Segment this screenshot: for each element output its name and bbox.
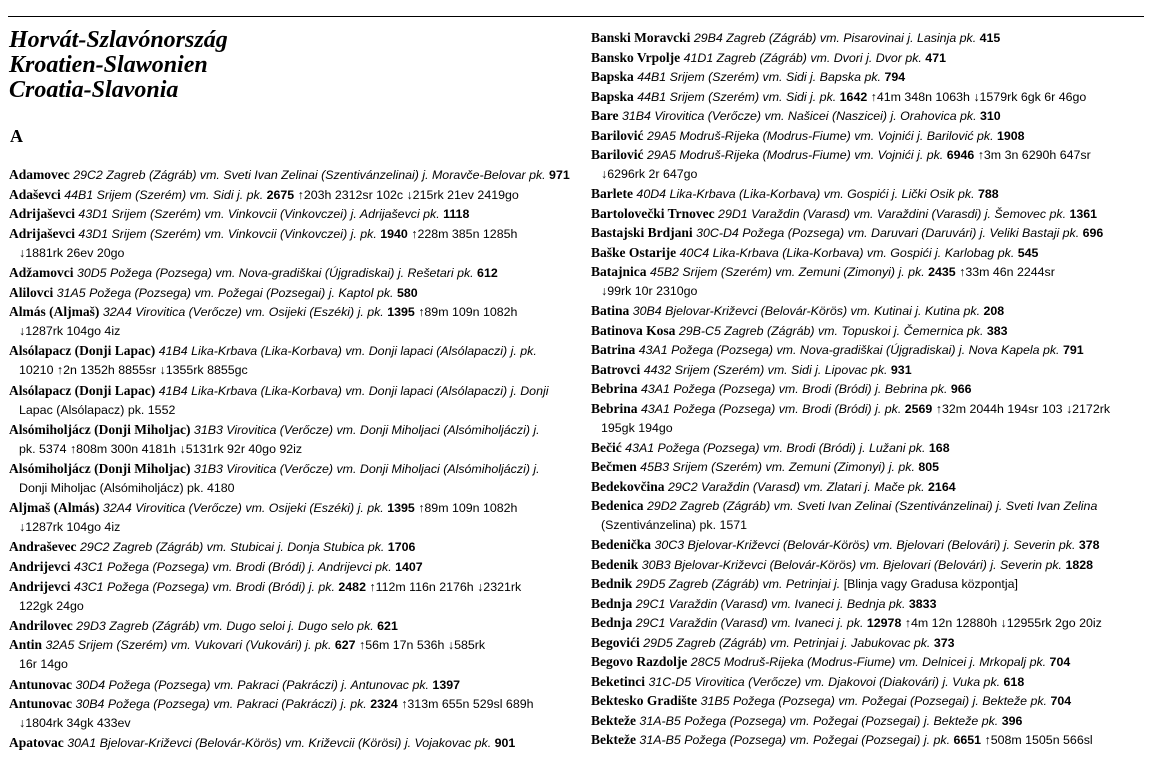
entry-location: 41B4 Lika-Krbava (Lika-Korbava) vm. Donji lapaci (Alsólapaczi) j. pk.: [155, 344, 537, 359]
entry-location: 43D1 Srijem (Szerém) vm. Vinkovcii (Vinkovczei) j. Adrijaševci pk.: [74, 207, 444, 222]
entry-population: 1828: [1065, 557, 1094, 572]
entry-name: Andrijevci: [9, 578, 71, 594]
gazetteer-entry: [9, 420, 540, 459]
entry-name: Bekteže: [591, 712, 636, 728]
entry-location: 31C-D5 Virovitica (Verőcze) vm. Djakovoi (Diakovári) j. Vuka pk.: [645, 674, 1004, 689]
entry-population: 1908: [996, 128, 1025, 143]
gazetteer-entry: [591, 145, 1091, 184]
entry-population: 931: [890, 362, 912, 377]
entry-name: Batrina: [591, 342, 636, 357]
entry-continuation: 16r 14go: [19, 657, 68, 672]
entry-location: 31B3 Virovitica (Verőcze) vm. Donji Miholjaci (Alsómiholjáczi) j.: [190, 462, 540, 476]
entry-population: 6946: [946, 148, 975, 162]
gazetteer-entry: [591, 711, 1022, 731]
entry-name: Bektesko Gradište: [591, 693, 698, 708]
gazetteer-entry: [9, 616, 398, 636]
entry-location: 29D5 Zagreb (Zágráb) vm. Petrinjai j.: [632, 577, 844, 591]
entry-location: 29A5 Modruš-Rijeka (Modrus-Fiume) vm. Vojnići j. Barilović pk.: [643, 128, 997, 143]
entry-name: Batajnica: [591, 264, 647, 279]
entry-name: Alsómiholjácz (Donji Miholjac): [9, 461, 191, 476]
entry-name: Antunovac: [9, 676, 73, 692]
gazetteer-entry: [591, 652, 1070, 672]
entry-location: 41B4 Lika-Krbava (Lika-Korbava) vm. Donji lapaci (Alsólapaczi) j. Donji: [155, 383, 549, 398]
entry-statistics: [Blinja vagy Gradusa központja]: [843, 577, 1018, 591]
entry-name: Bare: [591, 108, 619, 123]
gazetteer-entry: [591, 184, 999, 204]
entry-population: 1395: [387, 501, 415, 516]
entry-population: 2675: [266, 187, 295, 202]
entry-name: Andraševec: [9, 539, 77, 555]
entry-name: Adrijaševci: [9, 206, 75, 222]
gazetteer-entry: [591, 613, 1102, 633]
gazetteer-entry: [591, 379, 972, 399]
entry-location: 32A4 Virovitica (Verőcze) vm. Osijeki (Eszéki) j. pk.: [99, 305, 388, 320]
entry-statistics: ↑56m 17n 536h ↓585rk: [355, 638, 486, 653]
entry-name: Banski Moravcki: [591, 30, 691, 45]
gazetteer-entry: [591, 243, 1038, 263]
entry-location: 29B-C5 Zagreb (Zágráb) vm. Topuskoi j. Čemernica pk.: [675, 323, 987, 338]
entry-population: 791: [1062, 343, 1084, 357]
entry-location: 31B3 Virovitica (Verőcze) vm. Donji Miholjaci (Alsómiholjáczi) j.: [190, 422, 540, 437]
gazetteer-entry: [591, 301, 1004, 321]
gazetteer-entry: [591, 633, 955, 653]
entry-name: Almás (Aljmaš): [9, 304, 100, 320]
entry-population: 1118: [443, 207, 470, 222]
entry-location: 43A1 Požega (Pozsega) vm. Brodi (Bródi) j. Lužani pk.: [621, 440, 929, 455]
entry-name: Alsólapacz (Donji Lapac): [9, 382, 156, 398]
entry-statistics: ↑203h 2312sr 102c ↓215rk 21ev 2419go: [294, 187, 519, 202]
gazetteer-entry: [9, 557, 423, 577]
entry-population: 2569: [904, 401, 933, 416]
entry-continuation: ↓1881rk 26ev 20go: [19, 245, 125, 260]
gazetteer-entry: [591, 360, 912, 380]
entry-location: 43A1 Požega (Pozsega) vm. Brodi (Bródi) j. pk.: [637, 401, 905, 416]
entry-location: 44B1 Srijem (Szerém) vm. Sidi j. pk.: [60, 187, 267, 202]
entry-population: 415: [979, 31, 1001, 45]
gazetteer-entry: [9, 577, 521, 616]
entry-population: 1706: [387, 540, 416, 555]
entry-name: Barilović: [591, 127, 644, 143]
gazetteer-entry: [591, 48, 946, 68]
entry-location: 29C1 Varaždin (Varasd) vm. Ivaneci j. pk.: [632, 616, 867, 630]
entry-name: Bapska: [591, 88, 634, 104]
entry-population: 901: [494, 736, 516, 751]
section-letter: A: [10, 126, 23, 146]
entry-name: Aljmaš (Almás): [9, 500, 100, 516]
gazetteer-entry: [591, 28, 1000, 48]
entry-statistics: ↑41m 348n 1063h ↓1579rk 6gk 6r 46go: [867, 89, 1087, 104]
entry-location: 45B3 Srijem (Szerém) vm. Zemuni (Zimonyi) j. pk.: [636, 460, 919, 474]
entry-population: 704: [1050, 694, 1072, 708]
entry-name: Andrilovec: [9, 617, 73, 633]
entry-name: Bedenička: [591, 537, 652, 552]
entry-population: 3833: [908, 596, 937, 611]
entry-statistics: ↑3m 3n 6290h 647sr: [974, 148, 1091, 162]
entry-statistics: ↑89m 109n 1082h: [414, 305, 518, 320]
entry-name: Bansko Vrpolje: [591, 49, 681, 65]
entry-name: Bedekovčina: [591, 478, 665, 494]
gazetteer-entry: [9, 459, 540, 498]
entry-location: 29C2 Zagreb (Zágráb) vm. Stubicai j. Donja Stubica pk.: [76, 540, 388, 555]
entry-name: Bebrina: [591, 400, 638, 416]
entry-statistics: ↑508m 1505n 566sl: [981, 733, 1093, 747]
entry-location: 31B4 Virovitica (Verőcze) vm. Našicei (Naszicei) j. Orahovica pk.: [618, 109, 981, 123]
entry-location: 31B5 Požega (Pozsega) vm. Požegai (Pozsegai) j. Bekteže pk.: [697, 694, 1051, 708]
gazetteer-entry: [591, 223, 1103, 243]
gazetteer-entry: [9, 694, 534, 733]
entry-statistics: ↑4m 12n 12880h ↓12955rk 2go 20iz: [901, 616, 1102, 630]
entry-population: 396: [1001, 713, 1023, 728]
entry-name: Bastajski Brdjani: [591, 225, 693, 240]
entry-statistics: ↑33m 46n 2244sr: [955, 265, 1055, 279]
entry-name: Bekteže: [591, 732, 636, 747]
entry-location: 4432 Srijem (Szerém) vm. Sidi j. Lipovac pk.: [640, 362, 891, 377]
entry-name: Begovići: [591, 634, 640, 650]
gazetteer-entry: [591, 87, 1086, 107]
entry-population: 2435: [928, 265, 956, 279]
entry-location: 29D2 Zagreb (Zágráb) vm. Sveti Ivan Zelinai (Szentivánzelinai) j. Sveti Ivan Zelina: [643, 499, 1098, 513]
entry-name: Bedenica: [591, 498, 644, 513]
entry-name: Batinova Kosa: [591, 322, 676, 338]
entry-name: Apatovac: [9, 735, 64, 751]
entry-location: 43A1 Požega (Pozsega) vm. Brodi (Bródi) j. Bebrina pk.: [637, 382, 951, 396]
entry-population: 545: [1017, 245, 1039, 260]
entry-continuation: 195gk 194go: [601, 420, 673, 435]
entry-population: 1395: [387, 305, 415, 320]
entry-name: Baške Ostarije: [591, 244, 677, 260]
entry-location: 32A4 Virovitica (Verőcze) vm. Osijeki (Eszéki) j. pk.: [99, 501, 388, 516]
entry-continuation: Lapac (Alsólapacz) pk. 1552: [19, 402, 176, 417]
gazetteer-entry: [9, 498, 517, 537]
entry-location: 32A5 Srijem (Szerém) vm. Vukovari (Vukovári) j. pk.: [42, 638, 335, 653]
gazetteer-entry: [591, 126, 1025, 146]
entry-population: 168: [928, 440, 950, 455]
entry-population: 704: [1049, 655, 1071, 669]
entry-continuation: ↓6296rk 2r 647go: [601, 167, 698, 181]
entry-statistics: ↑228m 385n 1285h: [407, 226, 518, 241]
entry-name: Bapska: [591, 69, 634, 84]
gazetteer-entry: [591, 399, 1110, 438]
gazetteer-entry: [591, 106, 1001, 126]
gazetteer-entry: [9, 733, 515, 753]
gazetteer-entry: [591, 262, 1055, 301]
entry-location: 28C5 Modruš-Rijeka (Modrus-Fiume) vm. Delnicei j. Mrkopalj pk.: [687, 655, 1050, 669]
gazetteer-entry: [9, 675, 460, 695]
entry-name: Bedenik: [591, 556, 639, 572]
gazetteer-entry: [9, 224, 517, 263]
entry-location: 29C2 Varaždin (Varasd) vm. Zlatari j. Mače pk.: [664, 479, 929, 494]
entry-name: Adrijaševci: [9, 225, 75, 241]
entry-location: 43D1 Srijem (Szerém) vm. Vinkovcii (Vinkovczei) j. pk.: [74, 226, 381, 241]
entry-statistics: ↑112m 116n 2176h ↓2321rk: [365, 579, 522, 594]
entry-location: 30C3 Bjelovar-Križevci (Belovár-Körös) vm. Bjelovari (Belovári) j. Severin pk.: [651, 538, 1079, 552]
entry-location: 29A5 Modruš-Rijeka (Modrus-Fiume) vm. Vojnići j. pk.: [643, 148, 947, 162]
top-rule: [8, 16, 1144, 17]
entry-continuation: Donji Miholjac (Alsómiholjácz) pk. 4180: [19, 481, 235, 495]
entry-location: 29D3 Zagreb (Zágráb) vm. Dugo seloi j. Dugo selo pk.: [72, 618, 378, 633]
entry-location: 29C2 Zagreb (Zágráb) vm. Sveti Ivan Zelinai (Szentivánzelinai) j. Moravče-Belovar pk.: [69, 168, 550, 182]
entry-name: Bednik: [591, 576, 633, 591]
entry-continuation: ↓1804rk 34gk 433ev: [19, 716, 131, 731]
entry-name: Beketinci: [591, 673, 645, 689]
entry-location: 43C1 Požega (Pozsega) vm. Brodi (Bródi) j. Andrijevci pk.: [70, 560, 396, 574]
entry-location: 40C4 Lika-Krbava (Lika-Korbava) vm. Gospići j. Karlobag pk.: [676, 245, 1018, 260]
entry-continuation: ↓1287rk 104go 4iz: [19, 324, 121, 339]
gazetteer-entry: [591, 67, 905, 87]
heading-german: Kroatien-Slawonien: [9, 52, 208, 78]
heading-hungarian: Horvát-Szlavónország: [9, 27, 228, 53]
heading-english: Croatia-Slavonia: [9, 77, 179, 103]
entry-population: 1397: [432, 677, 460, 692]
entry-continuation: pk. 5374 ↑808m 300n 4181h ↓5131rk 92r 40go 92iz: [19, 441, 303, 456]
entry-location: 30A1 Bjelovar-Križevci (Belovár-Körös) vm. Križevcii (Körösi) j. Vojakovac pk.: [63, 736, 495, 751]
entry-population: 805: [918, 460, 940, 474]
entry-population: 471: [925, 50, 946, 65]
entry-location: 30B4 Požega (Pozsega) vm. Pakraci (Pakráczi) j. pk.: [72, 697, 371, 712]
entry-continuation: (Szentivánzelina) pk. 1571: [601, 518, 748, 532]
entry-population: 794: [884, 70, 906, 84]
entry-name: Andrijevci: [9, 559, 71, 574]
gazetteer-entry: [591, 555, 1093, 575]
entry-population: 2482: [338, 579, 366, 594]
entry-population: 2164: [928, 479, 956, 494]
entry-name: Barilović: [591, 147, 644, 162]
entry-location: 31A-B5 Požega (Pozsega) vm. Požegai (Pozsegai) j. Bekteže pk.: [635, 713, 1002, 728]
entry-name: Alsómiholjácz (Donji Miholjac): [9, 421, 191, 437]
entry-location: 30B4 Bjelovar-Križevci (Belovár-Körös) vm. Kutinai j. Kutina pk.: [629, 304, 984, 318]
gazetteer-entry: [9, 283, 418, 303]
entry-location: 29C1 Varaždin (Varasd) vm. Ivaneci j. Bednja pk.: [632, 596, 909, 611]
entry-location: 40D4 Lika-Krbava (Lika-Korbava) vm. Gospići j. Lički Osik pk.: [632, 187, 978, 201]
entry-statistics: ↑32m 2044h 194sr 103 ↓2172rk: [932, 401, 1111, 416]
entry-location: 31A-B5 Požega (Pozsega) vm. Požegai (Pozsegai) j. pk.: [635, 733, 954, 747]
entry-name: Barlete: [591, 186, 633, 201]
entry-name: Bednja: [591, 595, 633, 611]
entry-continuation: 10210 ↑2n 1352h 8855sr ↓1355rk 8855gc: [19, 363, 248, 378]
entry-name: Bečmen: [591, 459, 637, 474]
entry-population: 612: [477, 266, 498, 280]
gazetteer-entry: [9, 204, 469, 224]
entry-name: Batina: [591, 303, 630, 318]
gazetteer-entry: [591, 321, 1008, 341]
entry-location: 30C-D4 Požega (Pozsega) vm. Daruvari (Daruvári) j. Veliki Bastaji pk.: [692, 226, 1083, 240]
entry-location: 41D1 Zagreb (Zágráb) vm. Dvori j. Dvor pk.: [680, 50, 926, 65]
entry-name: Batrovci: [591, 361, 641, 377]
entry-population: 618: [1003, 674, 1025, 689]
gazetteer-entry: [9, 635, 485, 674]
gazetteer-entry: [9, 341, 537, 380]
entry-population: 373: [933, 635, 955, 650]
entry-continuation: ↓1287rk 104go 4iz: [19, 520, 121, 535]
entry-population: 208: [983, 304, 1005, 318]
entry-name: Antunovac: [9, 696, 73, 712]
gazetteer-entry: [591, 535, 1100, 555]
gazetteer-entry: [591, 438, 950, 458]
entry-location: 43A1 Požega (Pozsega) vm. Nova-gradiškai (Újgradiskai) j. Nova Kapela pk.: [635, 343, 1063, 357]
entry-name: Alilovci: [9, 284, 54, 300]
entry-population: 971: [549, 168, 570, 182]
entry-statistics: ↑89m 109n 1082h: [414, 501, 518, 516]
entry-continuation: 122gk 24go: [19, 598, 84, 613]
entry-location: 44B1 Srijem (Szerém) vm. Sidi j. pk.: [633, 89, 840, 104]
entry-continuation: ↓99rk 10r 2310go: [601, 284, 698, 298]
page-heading: [9, 28, 228, 103]
entry-statistics: ↑313m 655n 529sl 689h: [397, 697, 534, 712]
gazetteer-entry: [591, 691, 1071, 711]
entry-location: 30B3 Bjelovar-Križevci (Belovár-Körös) vm. Bjelovari (Belovári) j. Severin pk.: [638, 557, 1066, 572]
entry-name: Begovo Razdolje: [591, 654, 688, 669]
entry-population: 1642: [839, 89, 868, 104]
gazetteer-entry: [9, 165, 570, 185]
entry-population: 1361: [1069, 206, 1098, 221]
entry-population: 966: [950, 382, 972, 396]
gazetteer-entry: [9, 537, 415, 557]
entry-population: 12978: [866, 616, 902, 630]
gazetteer-entry: [591, 496, 1097, 535]
entry-population: 2324: [370, 697, 398, 712]
entry-name: Alsólapacz (Donji Lapac): [9, 343, 156, 359]
gazetteer-entry: [591, 340, 1084, 360]
entry-location: 30D5 Požega (Pozsega) vm. Nova-gradiškai (Újgradiskai) j. Rešetari pk.: [73, 266, 478, 280]
entry-population: 1940: [380, 226, 408, 241]
entry-name: Antin: [9, 637, 43, 653]
entry-location: 29D1 Varaždin (Varasd) vm. Varaždini (Varasdi) j. Šemovec pk.: [714, 206, 1070, 221]
entry-location: 29D5 Zagreb (Zágráb) vm. Petrinjai j. Jabukovac pk.: [639, 635, 934, 650]
entry-name: Adamovec: [9, 167, 70, 182]
gazetteer-entry: [591, 672, 1024, 692]
gazetteer-entry: [591, 477, 956, 497]
entry-name: Bebrina: [591, 381, 638, 396]
gazetteer-entry: [9, 185, 519, 205]
gazetteer-entry: [591, 594, 936, 614]
entry-name: Adžamovci: [9, 265, 74, 280]
gazetteer-entry: [9, 302, 517, 341]
entry-population: 580: [396, 285, 418, 300]
entry-name: Bartolovečki Trnovec: [591, 205, 715, 221]
entry-location: 43C1 Požega (Pozsega) vm. Brodi (Bródi) j. pk.: [70, 579, 339, 594]
entry-population: 627: [334, 638, 356, 653]
entry-population: 310: [980, 109, 1001, 123]
entry-population: 788: [977, 187, 999, 201]
gazetteer-entry: [9, 263, 498, 283]
entry-location: 31A5 Požega (Pozsega) vm. Požegai (Pozsegai) j. Kaptol pk.: [53, 285, 397, 300]
entry-location: 45B2 Srijem (Szerém) vm. Zemuni (Zimonyi) j. pk.: [646, 265, 929, 279]
entry-population: 1407: [395, 560, 423, 574]
gazetteer-entry: [591, 730, 1093, 750]
entry-location: 30D4 Požega (Pozsega) vm. Pakraci (Pakráczi) j. Antunovac pk.: [72, 677, 433, 692]
entry-population: 696: [1082, 226, 1104, 240]
entry-population: 621: [377, 618, 398, 633]
entry-population: 6651: [953, 733, 982, 747]
gazetteer-entry: [9, 381, 548, 420]
gazetteer-entry: [591, 574, 1018, 594]
gazetteer-entry: [591, 457, 939, 477]
gazetteer-entry: [591, 204, 1097, 224]
entry-location: 44B1 Srijem (Szerém) vm. Sidi j. Bapska pk.: [633, 70, 885, 84]
entry-name: Bednja: [591, 615, 633, 630]
entry-population: 378: [1078, 538, 1100, 552]
entry-name: Bečić: [591, 439, 622, 455]
entry-population: 383: [986, 323, 1008, 338]
entry-name: Adaševci: [9, 186, 61, 202]
entry-location: 29B4 Zagreb (Zágráb) vm. Pisarovinai j. Lasinja pk.: [690, 31, 980, 45]
